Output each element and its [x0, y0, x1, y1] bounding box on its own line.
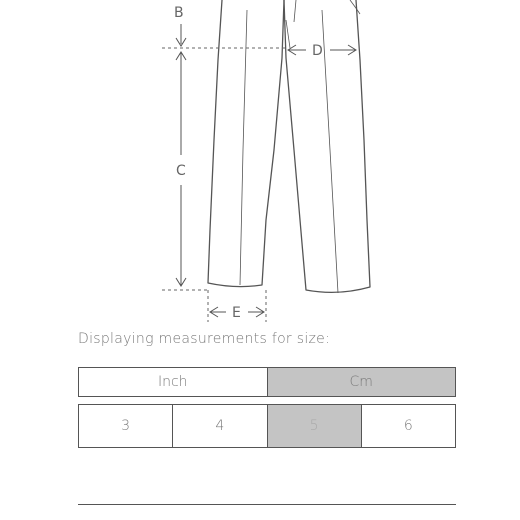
trouser-right-leg-outline — [284, 0, 370, 292]
size-option-3[interactable]: 3 — [121, 418, 131, 434]
size-caption: Displaying measurements for size: — [78, 331, 331, 347]
unit-toggle — [78, 367, 456, 397]
dim-b-label: B — [174, 5, 184, 21]
size-option-4[interactable]: 4 — [172, 405, 266, 447]
right-pocket-seam — [350, 0, 360, 14]
unit-option-cm[interactable]: Cm — [267, 368, 456, 396]
left-leg-crease — [240, 10, 247, 285]
measurements-table-rule — [78, 504, 456, 505]
dim-e-label: E — [232, 305, 241, 321]
size-selector — [78, 404, 456, 448]
dim-d-label: D — [312, 43, 323, 59]
size-option-6[interactable]: 6 — [361, 405, 455, 447]
dim-c-label: C — [176, 163, 186, 179]
back-seam — [286, 20, 290, 48]
left-pocket-seam — [294, 0, 296, 22]
unit-option-inch[interactable]: Inch — [157, 374, 188, 390]
right-leg-crease — [322, 10, 338, 293]
size-option-5[interactable]: 5 — [267, 405, 361, 447]
